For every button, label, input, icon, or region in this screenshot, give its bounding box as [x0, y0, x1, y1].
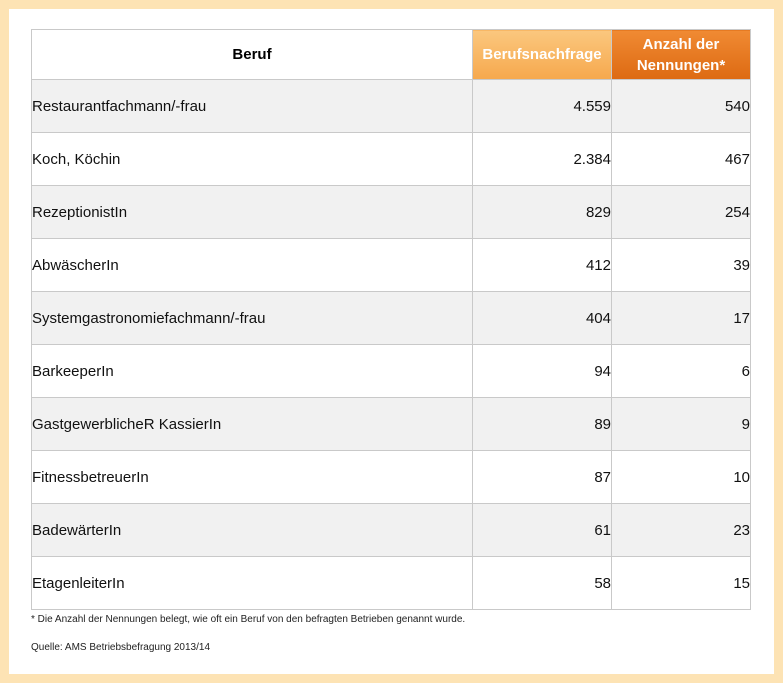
- table-row: [32, 133, 751, 186]
- cell-berufsnachfrage: 412: [473, 239, 612, 292]
- header-anzahl-line-1: Anzahl der: [642, 35, 720, 53]
- header-anzahl-nennungen: [612, 30, 751, 80]
- table-row: [32, 239, 751, 292]
- cell-beruf: AbwäscherIn: [32, 239, 473, 292]
- table-row: [32, 292, 751, 345]
- data-table: [31, 29, 751, 610]
- cell-berufsnachfrage: 87: [473, 451, 612, 504]
- cell-beruf: RezeptionistIn: [32, 186, 473, 239]
- cell-berufsnachfrage: 58: [473, 557, 612, 610]
- cell-anzahl-nennungen: 9: [612, 398, 751, 451]
- table-row: [32, 557, 751, 610]
- cell-anzahl-nennungen: 39: [612, 239, 751, 292]
- cell-anzahl-nennungen: 23: [612, 504, 751, 557]
- table-row: [32, 398, 751, 451]
- header-anzahl-line-2: Nennungen*: [636, 56, 726, 74]
- table-row: [32, 504, 751, 557]
- table-frame: [9, 9, 774, 674]
- cell-anzahl-nennungen: 15: [612, 557, 751, 610]
- cell-beruf: GastgewerblicheR KassierIn: [32, 398, 473, 451]
- table-row: [32, 186, 751, 239]
- cell-beruf: FitnessbetreuerIn: [32, 451, 473, 504]
- cell-berufsnachfrage: 829: [473, 186, 612, 239]
- footnote: * Die Anzahl der Nennungen belegt, wie oft ein Beruf von den befragten Betrieben genannt wurde.: [31, 614, 466, 625]
- cell-anzahl-nennungen: 6: [612, 345, 751, 398]
- cell-beruf: Restaurantfachmann/-frau: [32, 80, 473, 133]
- cell-beruf: Koch, Köchin: [32, 133, 473, 186]
- cell-beruf: BarkeeperIn: [32, 345, 473, 398]
- cell-anzahl-nennungen: 467: [612, 133, 751, 186]
- cell-berufsnachfrage: 89: [473, 398, 612, 451]
- cell-anzahl-nennungen: 540: [612, 80, 751, 133]
- cell-berufsnachfrage: 2.384: [473, 133, 612, 186]
- table-row: [32, 80, 751, 133]
- cell-beruf: EtagenleiterIn: [32, 557, 473, 610]
- cell-anzahl-nennungen: 10: [612, 451, 751, 504]
- cell-berufsnachfrage: 94: [473, 345, 612, 398]
- cell-anzahl-nennungen: 254: [612, 186, 751, 239]
- cell-berufsnachfrage: 404: [473, 292, 612, 345]
- cell-beruf: BadewärterIn: [32, 504, 473, 557]
- header-beruf: Beruf: [32, 30, 473, 80]
- table-header-row: [32, 30, 751, 80]
- cell-berufsnachfrage: 4.559: [473, 80, 612, 133]
- cell-anzahl-nennungen: 17: [612, 292, 751, 345]
- cell-berufsnachfrage: 61: [473, 504, 612, 557]
- header-berufsnachfrage: Berufsnachfrage: [473, 30, 612, 80]
- table-row: [32, 345, 751, 398]
- source-note: Quelle: AMS Betriebsbefragung 2013/14: [31, 642, 211, 653]
- cell-beruf: Systemgastronomiefachmann/-frau: [32, 292, 473, 345]
- table-row: [32, 451, 751, 504]
